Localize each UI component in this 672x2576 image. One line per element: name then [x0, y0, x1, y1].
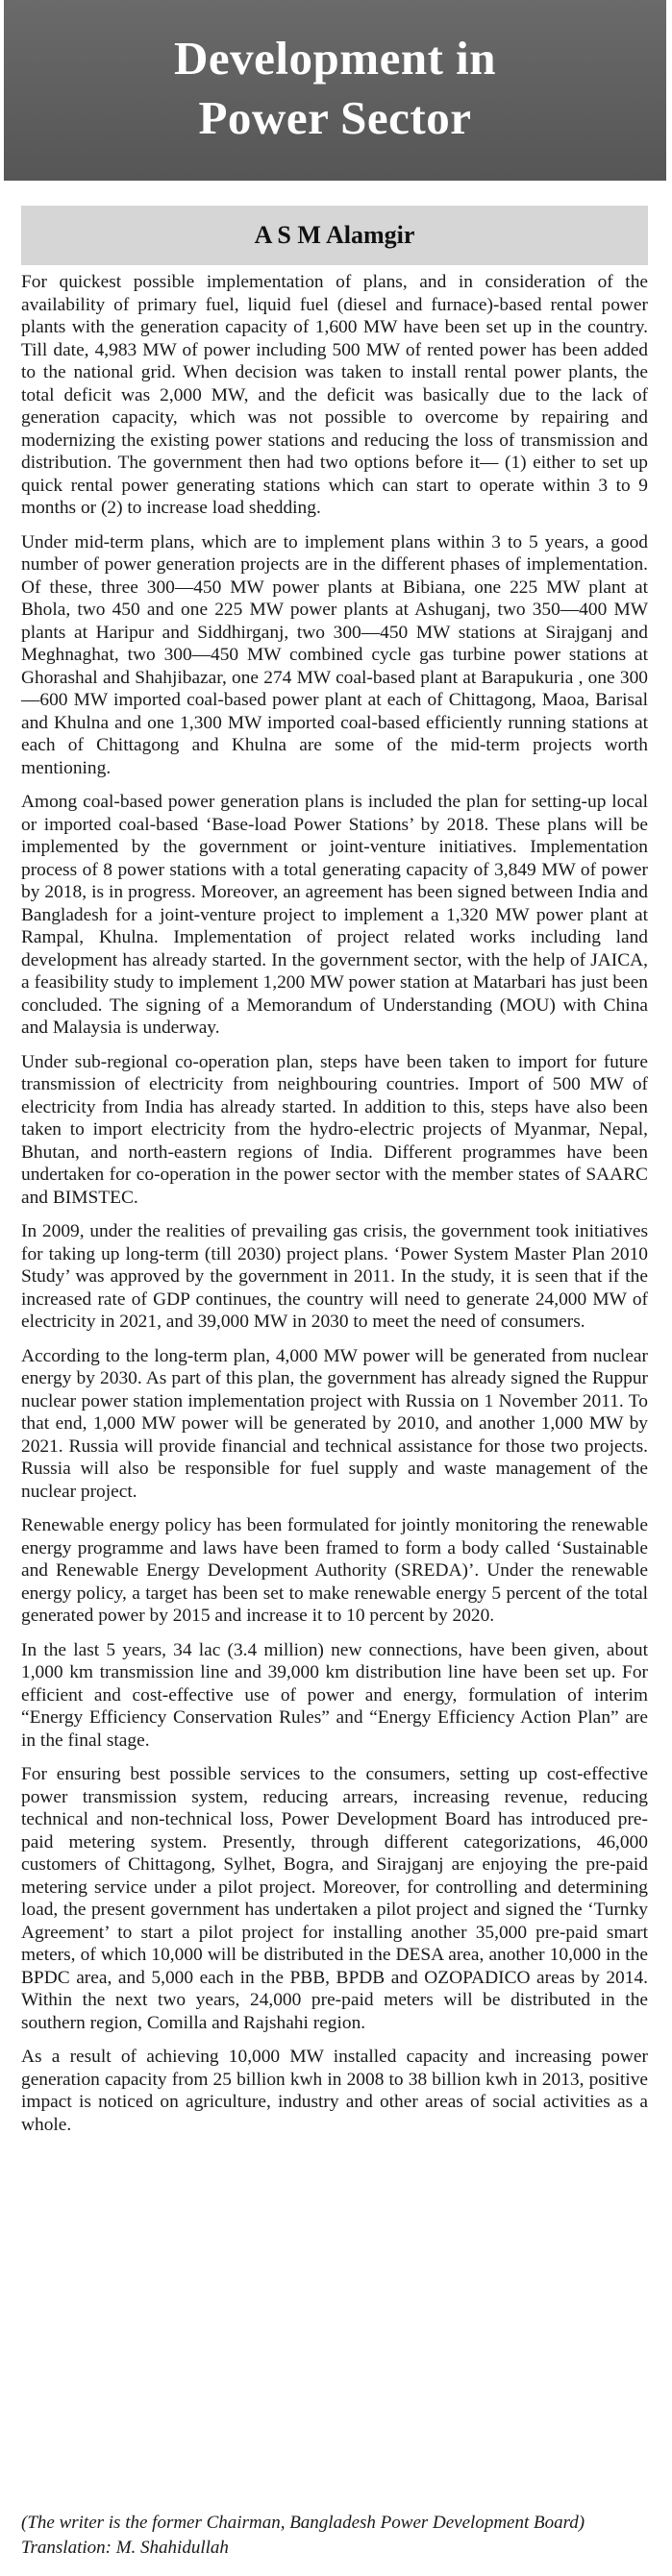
translator-credit: Translation: M. Shahidullah	[21, 2538, 229, 2558]
paragraph-renewable: Renewable energy policy has been formulated for jointly monitoring the renewable energy programme and laws have been framed to form a body called ‘Sustainable and Renewable Energy Development Authority (SREDA)’. Under the renewable energy policy, a target has been set to make renewable energy 5 percent of the total generated power by 2015 and increase it to 10 percent by 2020.	[21, 1515, 648, 1626]
article-title-line-2: Power Sector	[198, 91, 472, 144]
paragraph-connections: In the last 5 years, 34 lac (3.4 million) new connections, have been given, about 1,000 km transmission line and 39,000 km distribution line have been set up. For efficient and cost-effective use of power and energy, formulation of interim “Energy Efficiency Conservation Rules” and “Energy Efficiency Action Plan” are in the final stage.	[21, 1639, 648, 1751]
author-byline: A S M Alamgir	[21, 206, 648, 265]
article-title	[4, 29, 666, 148]
article-body	[21, 271, 648, 2147]
paragraph-conclusion: As a result of achieving 10,000 MW installed capacity and increasing power generation capacity from 25 billion kwh in 2008 to 38 billion kwh in 2013, positive impact is noticed on agriculture, industry and other areas of social activities as a whole.	[21, 2047, 648, 2135]
paragraph-rental-plants: For quickest possible implementation of plans, and in consideration of the availability of primary fuel, liquid fuel (diesel and furnace)-based rental power plants with the generation capacity of 1,600 MW have been set up in the country. Till date, 4,983 MW of power including 500 MW of rented power has been added to the national grid. When decision was taken to install rental power plants, the total deficit was 2,000 MW, and the deficit was basically due to the lack of generation capacity, which was not possible to overcome by repairing and modernizing the existing power stations and reducing the loss of transmission and distribution. The government then had two options before it— (1) either to set up quick rental power generating stations which can start to operate within 3 to 9 months or (2) to increase load shedding.	[21, 272, 648, 518]
paragraph-coal-based: Among coal-based power generation plans is included the plan for setting-up local or imported coal-based ‘Base-load Power Stations’ by 2018. These plans will be implemented by the government or joint-venture initiatives. Implementation process of 8 power stations with a total generating capacity of 3,849 MW of power by 2018, is in progress. Moreover, an agreement has been signed between India and Bangladesh for a joint-venture project to implement a 1,320 MW power plant at Rampal, Khulna. Implementation of project related works including land development has already started. In the government sector, with the help of JAICA, a feasibility study to implement 1,200 MW power station at Matarbari has just been concluded. The signing of a Memorandum of Understanding (MOU) with China and Malaysia is underway.	[21, 792, 648, 1038]
paragraph-long-term: In 2009, under the realities of prevailing gas crisis, the government took initiatives for taking up long-term (till 2030) project plans. ‘Power System Master Plan 2010 Study’ was approved by the government in 2011. In the study, it is seen that if the increased rate of GDP continues, the country will need to generate 24,000 MW of electricity in 2021, and 39,000 MW in 2030 to meet the need of consumers.	[21, 1221, 648, 1332]
article-title-line-1: Development in	[174, 32, 496, 85]
paragraph-mid-term-plans: Under mid-term plans, which are to implement plans within 3 to 5 years, a good number of power generation projects are in the different phases of implementation. Of these, three 300—450 MW power plants at Bibiana, one 225 MW plant at Bhola, two 450 and one 225 MW power plants at Ashuganj, two 350—400 MW plants at Haripur and Siddhirganj, two 300—450 MW stations at Sirajganj and Meghnaghat, two 300—450 MW combined cycle gas turbine power stations at Ghorashal and Shahjibazar, one 274 MW coal-based plant at Barapukuria , one 300—600 MW imported coal-based power plant at each of Chittagong, Maoa, Barisal and Khulna and one 1,300 MW imported coal-based efficiently running stations at each of Chittagong and Khulna are some of the mid-term projects worth mentioning.	[21, 531, 648, 778]
paragraph-nuclear: According to the long-term plan, 4,000 MW power will be generated from nuclear energy by 2030. As part of this plan, the government has already signed the Ruppur nuclear power station implementation project with Russia on 1 November 2011. To that end, 1,000 MW power will be generated by 2010, and another 1,000 MW by 2021. Russia will provide financial and technical assistance for those two projects. Russia will also be responsible for fuel supply and waste management of the nuclear project.	[21, 1345, 648, 1502]
paragraph-sub-regional: Under sub-regional co-operation plan, steps have been taken to import for future transmission of electricity from neighbouring countries. Import of 500 MW of electricity from India has already started. In addition to this, steps have also been taken to import electricity from the hydro-electric projects of Myanmar, Nepal, Bhutan, and north-eastern regions of India. Different programmes have been undertaken for co-operation in the power sector with the member states of SAARC and BIMSTEC.	[21, 1051, 648, 1208]
writer-note: (The writer is the former Chairman, Bangladesh Power Development Board)	[21, 2513, 585, 2533]
title-banner	[4, 0, 666, 181]
paragraph-prepaid-meters: For ensuring best possible services to the consumers, setting up cost-effective power transmission system, reducing arrears, increasing revenue, reducing technical and non-technical loss, Power Development Board has introduced pre-paid metering system. Presently, through different categorizations, 46,000 customers of Chittagong, Sylhet, Bogra, and Sirajganj are enjoying the pre-paid metering service under a pilot project. Moreover, for controlling and determining load, the present government has undertaken a pilot project and signed the ‘Turnky Agreement’ to start a pilot project for installing another 35,000 pre-paid smart meters, of which 10,000 will be distributed in the DESA area, another 10,000 in the BPDC area, and 5,000 each in the PBB, BPDB and OZOPADICO areas by 2014. Within the next two years, 24,000 pre-paid meters will be distributed in the southern region, Comilla and Rajshahi region.	[21, 1764, 648, 2033]
